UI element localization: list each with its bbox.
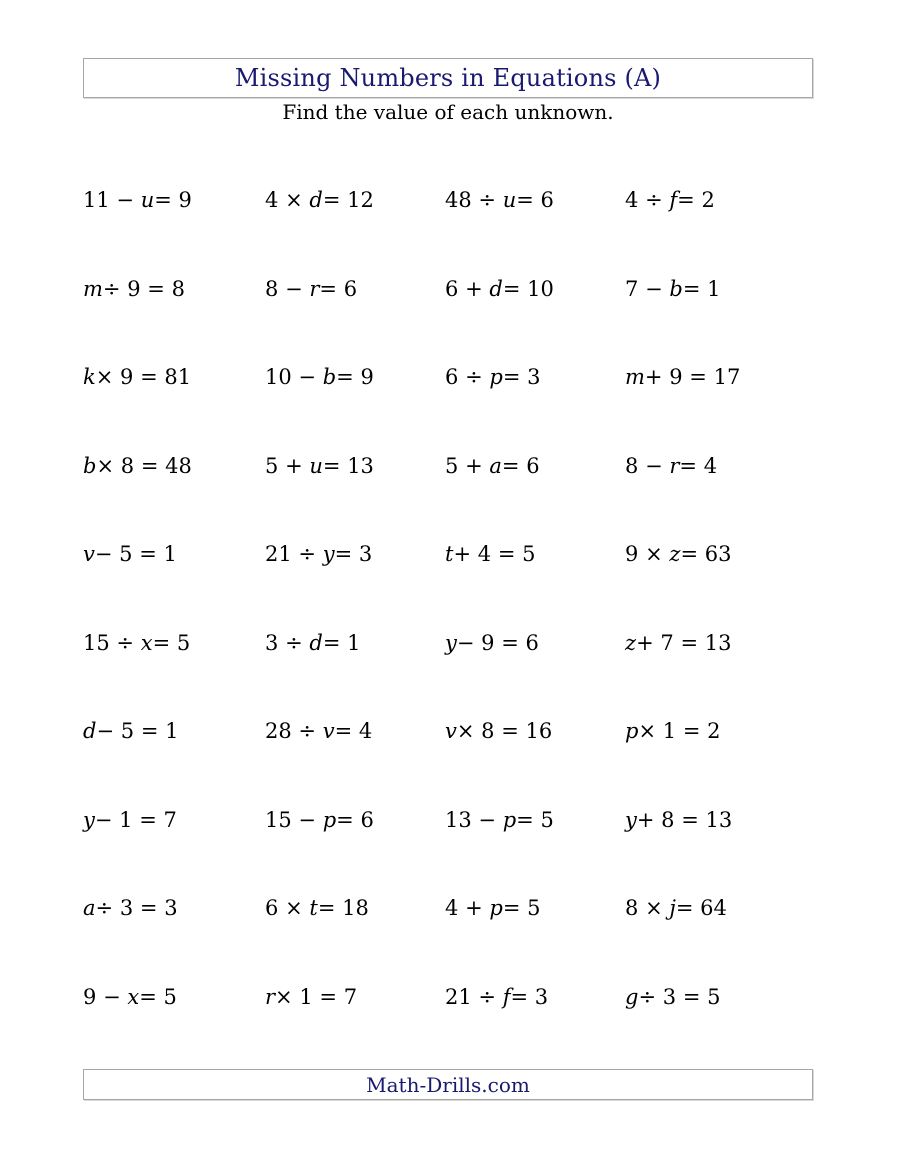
equation: g ÷ 3 = 5 — [625, 984, 721, 1009]
footer-site-name: Math-Drills.com — [366, 1072, 530, 1097]
equation: r × 1 = 7 — [265, 984, 358, 1009]
equation: k × 9 = 81 — [83, 365, 192, 390]
equation: z + 7 = 13 — [625, 630, 732, 655]
equation: 6 + d = 10 — [445, 276, 554, 301]
equation: 21 ÷ y = 3 — [265, 542, 373, 567]
equation: 3 ÷ d = 1 — [265, 630, 361, 655]
equation: 6 ÷ p = 3 — [445, 365, 541, 390]
equation: v − 5 = 1 — [83, 542, 177, 567]
equations-grid — [83, 156, 813, 1041]
instructions-text: Find the value of each unknown. — [282, 100, 614, 124]
equation: 4 + p = 5 — [445, 896, 541, 921]
equation: 15 − p = 6 — [265, 807, 374, 832]
page-title: Missing Numbers in Equations (A) — [234, 64, 662, 92]
equation: 4 × d = 12 — [265, 188, 374, 213]
equation: 9 − x = 5 — [83, 984, 177, 1009]
equation: p × 1 = 2 — [625, 719, 721, 744]
equation: 21 ÷ f = 3 — [445, 984, 549, 1009]
equation: 13 − p = 5 — [445, 807, 554, 832]
equation: 6 × t = 18 — [265, 896, 369, 921]
equation: 11 − u = 9 — [83, 188, 192, 213]
equation: 48 ÷ u = 6 — [445, 188, 554, 213]
equation: m ÷ 9 = 8 — [83, 276, 185, 301]
equation: y − 1 = 7 — [83, 807, 177, 832]
equation: y − 9 = 6 — [445, 630, 539, 655]
equation: 15 ÷ x = 5 — [83, 630, 191, 655]
equation: 5 + a = 6 — [445, 453, 540, 478]
equation: 10 − b = 9 — [265, 365, 374, 390]
title-box — [83, 58, 813, 98]
equation: 8 − r = 4 — [625, 453, 718, 478]
equation: 5 + u = 13 — [265, 453, 374, 478]
footer-box — [83, 1069, 813, 1100]
equation: 7 − b = 1 — [625, 276, 721, 301]
equation: 9 × z = 63 — [625, 542, 732, 567]
equation: b × 8 = 48 — [83, 453, 192, 478]
equation: m + 9 = 17 — [625, 365, 741, 390]
equation: 28 ÷ v = 4 — [265, 719, 373, 744]
equation: 4 ÷ f = 2 — [625, 188, 715, 213]
equation: a ÷ 3 = 3 — [83, 896, 178, 921]
equation: v × 8 = 16 — [445, 719, 553, 744]
equation: t + 4 = 5 — [445, 542, 536, 567]
equation: 8 × j = 64 — [625, 896, 727, 921]
equation: d − 5 = 1 — [83, 719, 179, 744]
equation: y + 8 = 13 — [625, 807, 733, 832]
equation: 8 − r = 6 — [265, 276, 358, 301]
